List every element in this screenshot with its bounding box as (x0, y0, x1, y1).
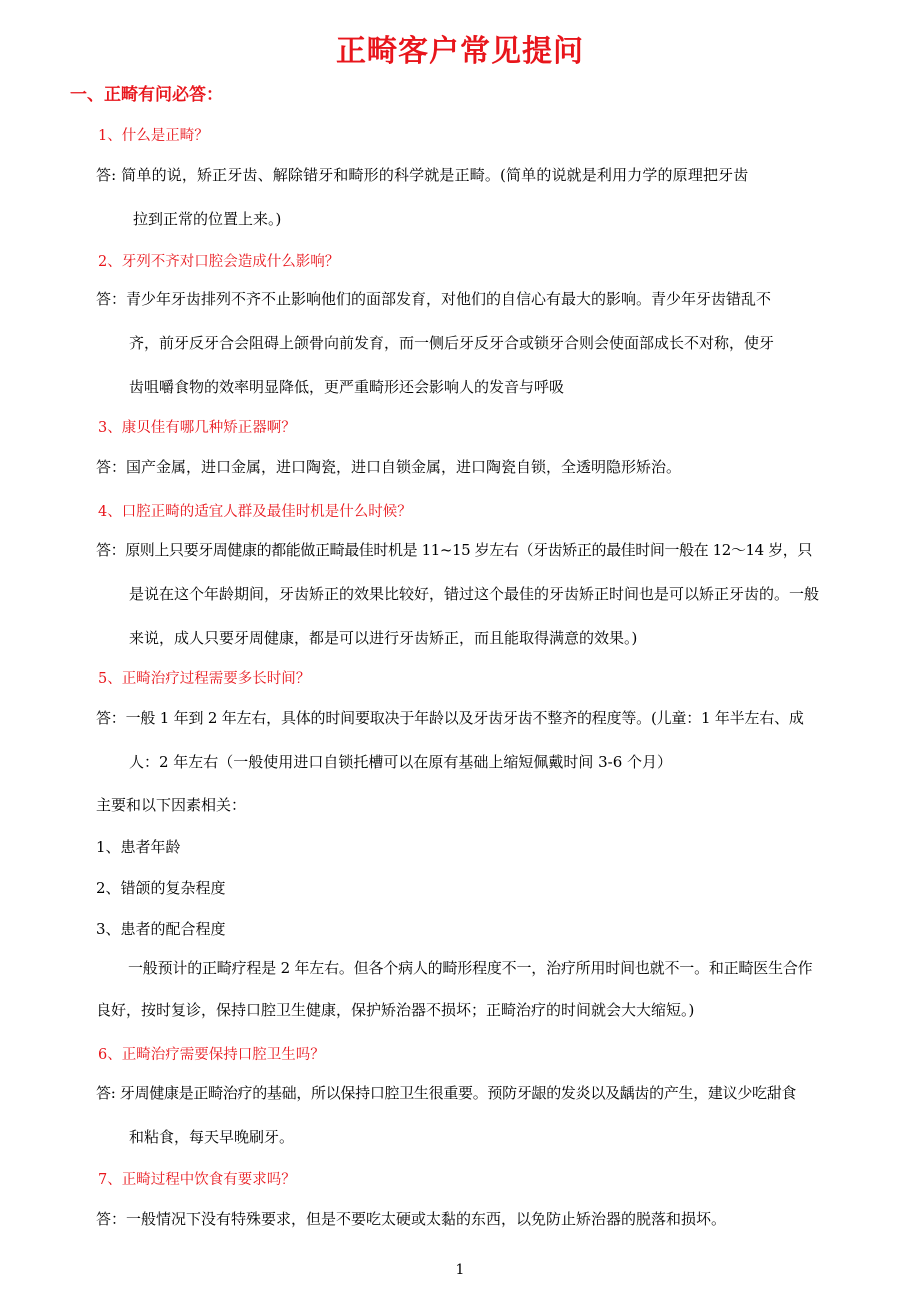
answer-1 (96, 153, 841, 241)
factor-item: 2、错颌的复杂程度 (96, 879, 226, 897)
section-heading: 一、正畸有问必答： (70, 85, 223, 105)
answer-line: 答: 简单的说，矫正牙齿、解除错牙和畸形的科学就是正畸。(简单的说就是利用力学的原理把牙齿 (96, 166, 749, 184)
page-title: 正畸客户常见提问 (336, 34, 584, 69)
answer-line: 是说在这个年龄期间，牙齿矫正的效果比较好，错过这个最佳的牙齿矫正时间也是可以矫正牙齿的。一般 (129, 585, 820, 603)
answer-2 (96, 277, 841, 409)
summary-paragraph (96, 947, 841, 1031)
factors-intro: 主要和以下因素相关： (96, 796, 247, 814)
answer-line: 答：一般情况下没有特殊要求，但是不要吃太硬或太黏的东西，以免防止矫治器的脱落和损坏。 (96, 1210, 727, 1228)
summary-line: 一般预计的正畸疗程是 2 年左右。但各个病人的畸形程度不一，治疗所用时间也就不一。和正畸医生合作 (128, 959, 813, 977)
answer-5 (96, 696, 841, 784)
answer-line: 人：2 年左右（一般使用进口自锁托槽可以在原有基础上缩短佩戴时间 3-6 个月） (129, 753, 673, 771)
page-number: 1 (455, 1262, 465, 1278)
answer-line: 齿咀嚼食物的效率明显降低，更严重畸形还会影响人的发音与呼吸 (129, 378, 565, 396)
question-6: 6、正畸治疗需要保持口腔卫生吗？ (98, 1047, 325, 1063)
summary-line: 良好，按时复诊，保持口腔卫生健康，保护矫治器不损坏；正畸治疗的时间就会大大缩短。) (96, 1001, 695, 1019)
factor-item: 3、患者的配合程度 (96, 920, 226, 938)
question-3: 3、康贝佳有哪几种矫正器啊？ (98, 420, 296, 436)
question-4: 4、口腔正畸的适宜人群及最佳时机是什么时候？ (98, 504, 412, 520)
answer-line: 拉到正常的位置上来。) (133, 210, 282, 228)
question-7: 7、正畸过程中饮食有要求吗？ (98, 1172, 296, 1188)
question-1: 1、什么是正畸？ (98, 128, 209, 144)
answer-line: 答：原则上只要牙周健康的都能做正畸最佳时机是 11~15 岁左右（牙齿矫正的最佳时间一般在 12～14 岁，只 (96, 541, 812, 559)
answer-line: 答: 牙周健康是正畸治疗的基础，所以保持口腔卫生很重要。预防牙龈的发炎以及龋齿的产生，建议少吃甜食 (96, 1084, 797, 1102)
factor-item: 1、患者年龄 (96, 838, 181, 856)
answer-line: 答：一般 1 年到 2 年左右，具体的时间要取决于年龄以及牙齿牙齿不整齐的程度等。(儿童：1 年半左右、成 (96, 709, 804, 727)
answer-line: 齐，前牙反牙合会阻碍上颌骨向前发育，而一侧后牙反牙合或锁牙合则会使面部成长不对称，使牙 (129, 334, 775, 352)
answer-line: 答：青少年牙齿排列不齐不止影响他们的面部发育，对他们的自信心有最大的影响。青少年牙齿错乱不 (96, 290, 772, 308)
answer-line: 和粘食，每天早晚刷牙。 (129, 1128, 295, 1146)
answer-line: 来说，成人只要牙周健康，都是可以进行牙齿矫正，而且能取得满意的效果。) (129, 629, 638, 647)
answer-line: 答：国产金属，进口金属，进口陶瓷，进口自锁金属，进口陶瓷自锁，全透明隐形矫治。 (96, 458, 682, 476)
question-2: 2、牙列不齐对口腔会造成什么影响？ (98, 254, 340, 270)
question-5: 5、正畸治疗过程需要多长时间？ (98, 671, 311, 687)
answer-6 (96, 1071, 841, 1159)
answer-4 (96, 528, 841, 660)
answer-7 (96, 1197, 841, 1241)
answer-3 (96, 445, 841, 489)
